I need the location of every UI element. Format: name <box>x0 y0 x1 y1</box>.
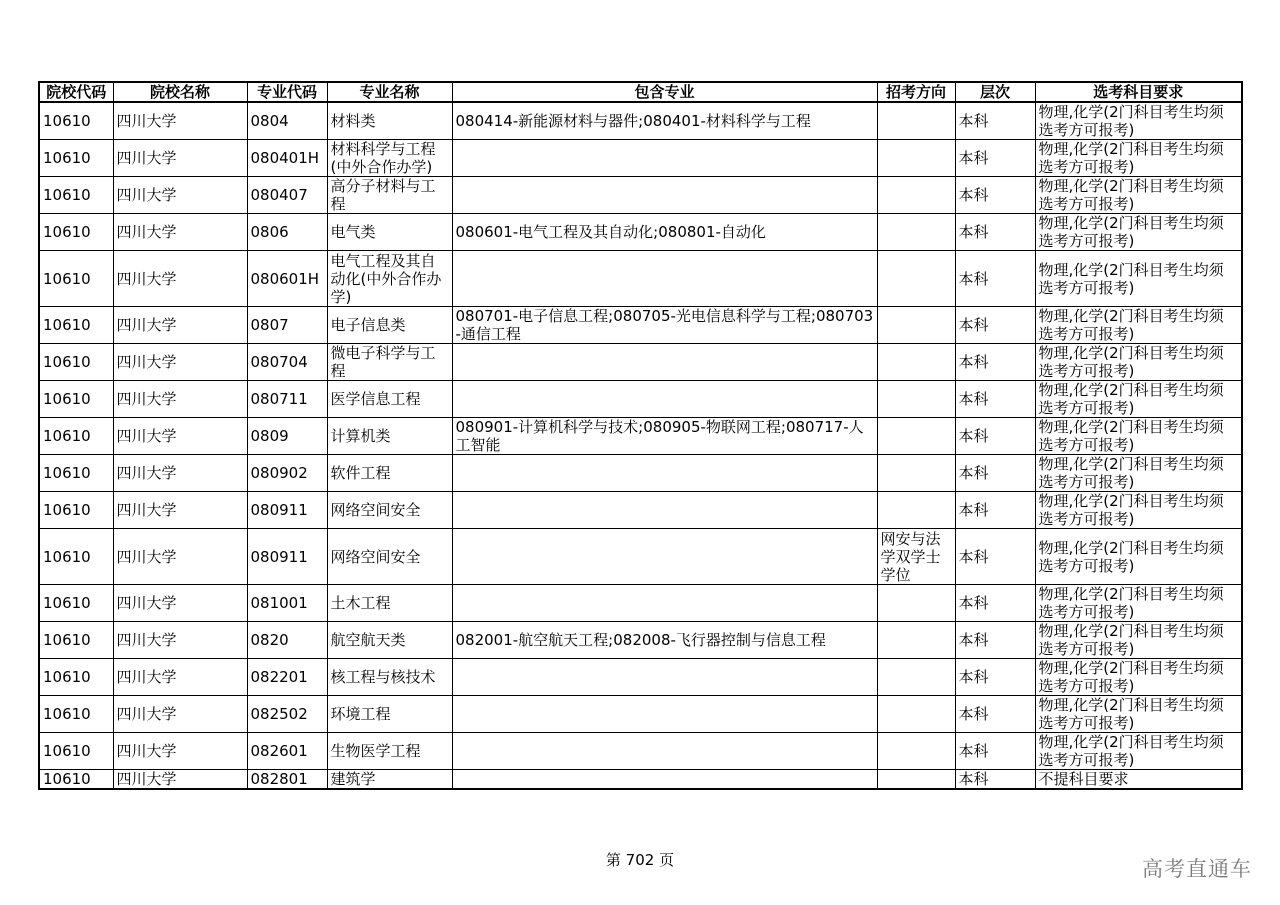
cell-subject-requirement: 物理,化学(2门科目考生均须选考方可报考) <box>1035 492 1242 529</box>
cell-school-name: 四川大学 <box>113 418 247 455</box>
cell-included-majors: 080701-电子信息工程;080705-光电信息科学与工程;080703-通信工程 <box>452 307 877 344</box>
cell-level: 本科 <box>955 344 1035 381</box>
cell-school-code: 10610 <box>39 102 113 140</box>
cell-school-code: 10610 <box>39 140 113 177</box>
cell-major-code: 080911 <box>247 529 327 585</box>
cell-major-name: 高分子材料与工程 <box>327 177 452 214</box>
cell-school-code: 10610 <box>39 307 113 344</box>
cell-level: 本科 <box>955 455 1035 492</box>
cell-included-majors <box>452 770 877 790</box>
cell-major-name: 微电子科学与工程 <box>327 344 452 381</box>
cell-direction <box>877 622 955 659</box>
cell-included-majors: 082001-航空航天工程;082008-飞行器控制与信息工程 <box>452 622 877 659</box>
cell-subject-requirement: 物理,化学(2门科目考生均须选考方可报考) <box>1035 177 1242 214</box>
cell-major-name: 建筑学 <box>327 770 452 790</box>
cell-major-name: 网络空间安全 <box>327 492 452 529</box>
cell-major-code: 080407 <box>247 177 327 214</box>
cell-major-code: 0809 <box>247 418 327 455</box>
cell-major-code: 081001 <box>247 585 327 622</box>
cell-major-code: 080704 <box>247 344 327 381</box>
cell-school-code: 10610 <box>39 214 113 251</box>
cell-level: 本科 <box>955 140 1035 177</box>
cell-major-name: 电子信息类 <box>327 307 452 344</box>
cell-school-name: 四川大学 <box>113 307 247 344</box>
cell-school-name: 四川大学 <box>113 455 247 492</box>
cell-major-name: 医学信息工程 <box>327 381 452 418</box>
cell-level: 本科 <box>955 214 1035 251</box>
cell-subject-requirement: 物理,化学(2门科目考生均须选考方可报考) <box>1035 418 1242 455</box>
cell-level: 本科 <box>955 177 1035 214</box>
table-row <box>39 492 1242 529</box>
cell-school-code: 10610 <box>39 733 113 770</box>
cell-major-code: 082601 <box>247 733 327 770</box>
table-row <box>39 585 1242 622</box>
cell-included-majors <box>452 455 877 492</box>
cell-direction <box>877 307 955 344</box>
cell-direction <box>877 455 955 492</box>
header-school-name: 院校名称 <box>113 82 247 102</box>
cell-included-majors: 080414-新能源材料与器件;080401-材料科学与工程 <box>452 102 877 140</box>
table-row <box>39 140 1242 177</box>
table-row <box>39 659 1242 696</box>
cell-major-code: 080711 <box>247 381 327 418</box>
cell-subject-requirement: 物理,化学(2门科目考生均须选考方可报考) <box>1035 344 1242 381</box>
cell-subject-requirement: 不提科目要求 <box>1035 770 1242 790</box>
table-header <box>39 82 1242 102</box>
table-row <box>39 696 1242 733</box>
cell-school-name: 四川大学 <box>113 585 247 622</box>
cell-school-name: 四川大学 <box>113 659 247 696</box>
cell-major-name: 计算机类 <box>327 418 452 455</box>
cell-school-name: 四川大学 <box>113 696 247 733</box>
cell-direction <box>877 251 955 307</box>
cell-level: 本科 <box>955 733 1035 770</box>
cell-direction <box>877 140 955 177</box>
cell-direction <box>877 418 955 455</box>
cell-major-code: 0806 <box>247 214 327 251</box>
cell-subject-requirement: 物理,化学(2门科目考生均须选考方可报考) <box>1035 455 1242 492</box>
cell-included-majors <box>452 585 877 622</box>
cell-direction <box>877 344 955 381</box>
cell-level: 本科 <box>955 381 1035 418</box>
cell-major-name: 电气工程及其自动化(中外合作办学) <box>327 251 452 307</box>
header-major-code: 专业代码 <box>247 82 327 102</box>
cell-included-majors <box>452 733 877 770</box>
cell-subject-requirement: 物理,化学(2门科目考生均须选考方可报考) <box>1035 659 1242 696</box>
cell-major-code: 080601H <box>247 251 327 307</box>
cell-major-code: 082801 <box>247 770 327 790</box>
table-row <box>39 381 1242 418</box>
cell-major-name: 航空航天类 <box>327 622 452 659</box>
cell-major-code: 0820 <box>247 622 327 659</box>
header-row <box>39 82 1242 102</box>
cell-school-name: 四川大学 <box>113 177 247 214</box>
cell-school-code: 10610 <box>39 770 113 790</box>
cell-major-code: 082201 <box>247 659 327 696</box>
header-level: 层次 <box>955 82 1035 102</box>
page-number: 第 702 页 <box>605 851 675 869</box>
cell-school-name: 四川大学 <box>113 733 247 770</box>
header-included-majors: 包含专业 <box>452 82 877 102</box>
cell-major-code: 0807 <box>247 307 327 344</box>
cell-subject-requirement: 物理,化学(2门科目考生均须选考方可报考) <box>1035 529 1242 585</box>
cell-school-name: 四川大学 <box>113 251 247 307</box>
cell-school-code: 10610 <box>39 622 113 659</box>
header-direction: 招考方向 <box>877 82 955 102</box>
cell-school-code: 10610 <box>39 418 113 455</box>
cell-subject-requirement: 物理,化学(2门科目考生均须选考方可报考) <box>1035 102 1242 140</box>
table-row <box>39 102 1242 140</box>
cell-school-name: 四川大学 <box>113 344 247 381</box>
table-row <box>39 529 1242 585</box>
cell-major-code: 080902 <box>247 455 327 492</box>
cell-included-majors: 080901-计算机科学与技术;080905-物联网工程;080717-人工智能 <box>452 418 877 455</box>
cell-subject-requirement: 物理,化学(2门科目考生均须选考方可报考) <box>1035 585 1242 622</box>
cell-included-majors <box>452 492 877 529</box>
cell-level: 本科 <box>955 770 1035 790</box>
cell-major-name: 软件工程 <box>327 455 452 492</box>
cell-subject-requirement: 物理,化学(2门科目考生均须选考方可报考) <box>1035 696 1242 733</box>
cell-included-majors: 080601-电气工程及其自动化;080801-自动化 <box>452 214 877 251</box>
cell-school-name: 四川大学 <box>113 529 247 585</box>
cell-direction <box>877 381 955 418</box>
cell-school-code: 10610 <box>39 251 113 307</box>
cell-school-name: 四川大学 <box>113 492 247 529</box>
cell-direction <box>877 492 955 529</box>
cell-major-name: 核工程与核技术 <box>327 659 452 696</box>
cell-level: 本科 <box>955 622 1035 659</box>
cell-direction <box>877 214 955 251</box>
cell-subject-requirement: 物理,化学(2门科目考生均须选考方可报考) <box>1035 307 1242 344</box>
table-body <box>39 102 1242 789</box>
cell-major-code: 080401H <box>247 140 327 177</box>
cell-subject-requirement: 物理,化学(2门科目考生均须选考方可报考) <box>1035 381 1242 418</box>
table-row <box>39 455 1242 492</box>
cell-subject-requirement: 物理,化学(2门科目考生均须选考方可报考) <box>1035 251 1242 307</box>
cell-included-majors <box>452 696 877 733</box>
cell-direction <box>877 585 955 622</box>
cell-subject-requirement: 物理,化学(2门科目考生均须选考方可报考) <box>1035 140 1242 177</box>
cell-direction: 网安与法学双学士学位 <box>877 529 955 585</box>
cell-school-name: 四川大学 <box>113 381 247 418</box>
cell-school-code: 10610 <box>39 492 113 529</box>
cell-school-code: 10610 <box>39 585 113 622</box>
admission-table <box>38 81 1243 790</box>
cell-direction <box>877 102 955 140</box>
cell-major-code: 0804 <box>247 102 327 140</box>
table-row <box>39 733 1242 770</box>
cell-school-name: 四川大学 <box>113 102 247 140</box>
cell-level: 本科 <box>955 585 1035 622</box>
header-school-code: 院校代码 <box>39 82 113 102</box>
cell-included-majors <box>452 177 877 214</box>
cell-subject-requirement: 物理,化学(2门科目考生均须选考方可报考) <box>1035 733 1242 770</box>
table-row <box>39 418 1242 455</box>
cell-direction <box>877 177 955 214</box>
cell-included-majors <box>452 344 877 381</box>
cell-school-name: 四川大学 <box>113 214 247 251</box>
cell-major-name: 土木工程 <box>327 585 452 622</box>
cell-school-code: 10610 <box>39 381 113 418</box>
cell-school-code: 10610 <box>39 455 113 492</box>
table-row <box>39 177 1242 214</box>
cell-level: 本科 <box>955 659 1035 696</box>
cell-level: 本科 <box>955 492 1035 529</box>
cell-subject-requirement: 物理,化学(2门科目考生均须选考方可报考) <box>1035 214 1242 251</box>
cell-school-code: 10610 <box>39 696 113 733</box>
cell-level: 本科 <box>955 418 1035 455</box>
cell-subject-requirement: 物理,化学(2门科目考生均须选考方可报考) <box>1035 622 1242 659</box>
cell-included-majors <box>452 381 877 418</box>
cell-level: 本科 <box>955 529 1035 585</box>
cell-included-majors <box>452 659 877 696</box>
cell-school-code: 10610 <box>39 659 113 696</box>
cell-major-name: 电气类 <box>327 214 452 251</box>
cell-school-code: 10610 <box>39 344 113 381</box>
watermark-logo-text: 高考直通车 <box>1142 857 1252 881</box>
table-row <box>39 251 1242 307</box>
cell-school-name: 四川大学 <box>113 140 247 177</box>
cell-included-majors <box>452 529 877 585</box>
table-row <box>39 307 1242 344</box>
cell-direction <box>877 733 955 770</box>
cell-direction <box>877 696 955 733</box>
cell-major-code: 080911 <box>247 492 327 529</box>
cell-level: 本科 <box>955 696 1035 733</box>
cell-direction <box>877 659 955 696</box>
cell-major-name: 环境工程 <box>327 696 452 733</box>
cell-major-name: 网络空间安全 <box>327 529 452 585</box>
cell-major-name: 生物医学工程 <box>327 733 452 770</box>
table-row <box>39 344 1242 381</box>
cell-major-code: 082502 <box>247 696 327 733</box>
header-major-name: 专业名称 <box>327 82 452 102</box>
table-row <box>39 622 1242 659</box>
cell-school-code: 10610 <box>39 529 113 585</box>
cell-included-majors <box>452 140 877 177</box>
cell-major-name: 材料科学与工程(中外合作办学) <box>327 140 452 177</box>
cell-school-name: 四川大学 <box>113 770 247 790</box>
cell-level: 本科 <box>955 102 1035 140</box>
cell-level: 本科 <box>955 251 1035 307</box>
header-subject-requirement: 选考科目要求 <box>1035 82 1242 102</box>
cell-direction <box>877 770 955 790</box>
cell-school-name: 四川大学 <box>113 622 247 659</box>
cell-level: 本科 <box>955 307 1035 344</box>
cell-included-majors <box>452 251 877 307</box>
table-row <box>39 214 1242 251</box>
table-row <box>39 770 1242 790</box>
cell-major-name: 材料类 <box>327 102 452 140</box>
cell-school-code: 10610 <box>39 177 113 214</box>
